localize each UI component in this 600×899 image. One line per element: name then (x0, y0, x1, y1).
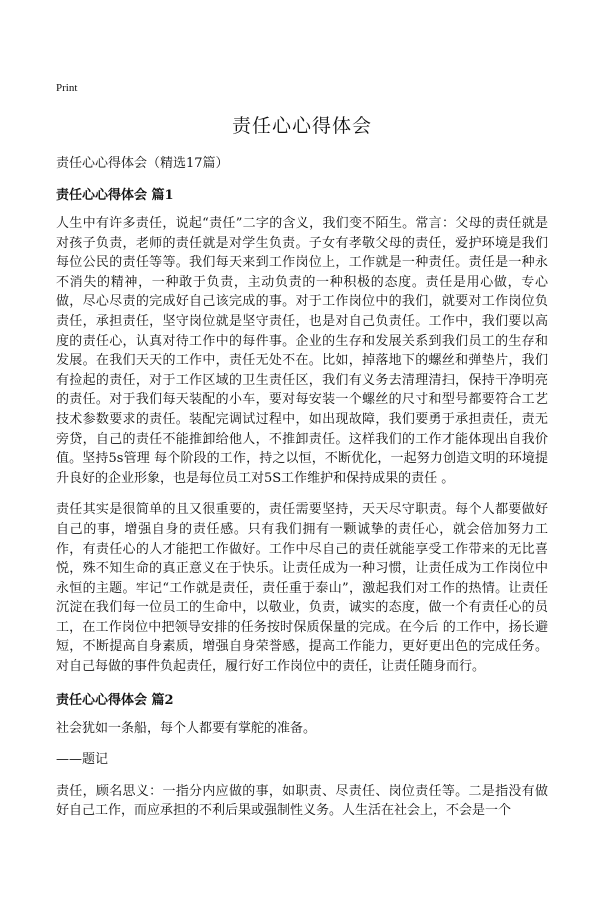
section-2 (56, 689, 548, 821)
epigraph-attribution: ——题记 (56, 752, 109, 768)
document-subtitle: 责任心心得体会（精选17篇） (56, 156, 229, 171)
section-heading: 责任心心得体会 篇2 (56, 692, 174, 708)
section-heading: 责任心心得体会 篇1 (56, 188, 174, 203)
document-page (56, 82, 548, 833)
paragraph: 人生中有许多责任，说起“责任”二字的含义，我们变不陌生。常言：父母的责任就是对孩子负责，老师的责任就是对学生负责。子女有孝敬父母的责任，爱护环境是我们每位公民的责任等等。我们每天来到工作岗位上，工作就是一种责任。责任是一种永不消失的精神，一种敢于负责，主动负责的一种积极的态度。责任是用心做，专心做，尽心尽责的完成好自己该完成的事。对于工作岗位中的我们，就要对工作岗位负责任，承担责任，坚守岗位就是坚守责任，也是对自己负责任。工作中，我们要以高度的责任心，认真对待工作中的每件事。企业的生存和发展关系到我们员工的生存和发展。在我们天天的工作中，责任无处不在。比如，掉落地下的螺丝和弹垫片，我们有捡起的责任，对于工作区域的卫生责任区，我们有义务去清理清扫，保持干净明亮的责任。对于我们每天装配的小车，要对每安装一个螺丝的尺寸和型号都要符合工艺技术参数要求的责任。装配完调试过程中，如出现故障，我们要勇于承担责任，责无旁贷，自己的责任不能推卸给他人，不推卸责任。这样我们的工作才能体现出自我价值。坚持5s管理 每个阶段的工作，持之以恒，不断优化，一起努力创造文明的环境提升良好的企业形象，也是每位员工对5S工作维护和保持成果的责任 。 (56, 216, 548, 486)
print-label: Print (56, 82, 78, 94)
paragraph: 社会犹如一条船，每个人都要有掌舵的准备。 (56, 720, 317, 736)
paragraph: 责任，顾名思义：一指分内应做的事，如职责、尽责任、岗位责任等。二是指没有做好自己工作，而应承担的不利后果或强制性义务。人生活在社会上，不会是一个 (56, 783, 548, 819)
document-title: 责任心心得体会 (231, 115, 372, 137)
paragraph: 责任其实是很简单的且又很重要的，责任需要坚持，天天尽守职责。每个人都要做好自己的事，增强自身的责任感。只有我们拥有一颗诚挚的责任心，就会倍加努力工作，有责任心的人才能把工作做好。工作中尽自己的责任就能享受工作带来的无比喜悦，殊不知生命的真正意义在于快乐。让责任成为一种习惯，让责任成为工作岗位中永恒的主题。牢记“工作就是责任，责任重于泰山”，激起我们对工作的热情。让责任沉淀在我们每一位员工的生命中，以敬业，负责，诚实的态度，做一个有责任心的员工，在工作岗位中把领导安排的任务按时保质保量的完成。在今后 的工作中，扬长避短，不断提高自身素质，增强自身荣誉感，提高工作能力，更好更出色的完成任务。对自己每做的事件负起责任，履行好工作岗位中的责任，让责任随身而行。 (56, 502, 548, 675)
section-1 (56, 184, 548, 677)
